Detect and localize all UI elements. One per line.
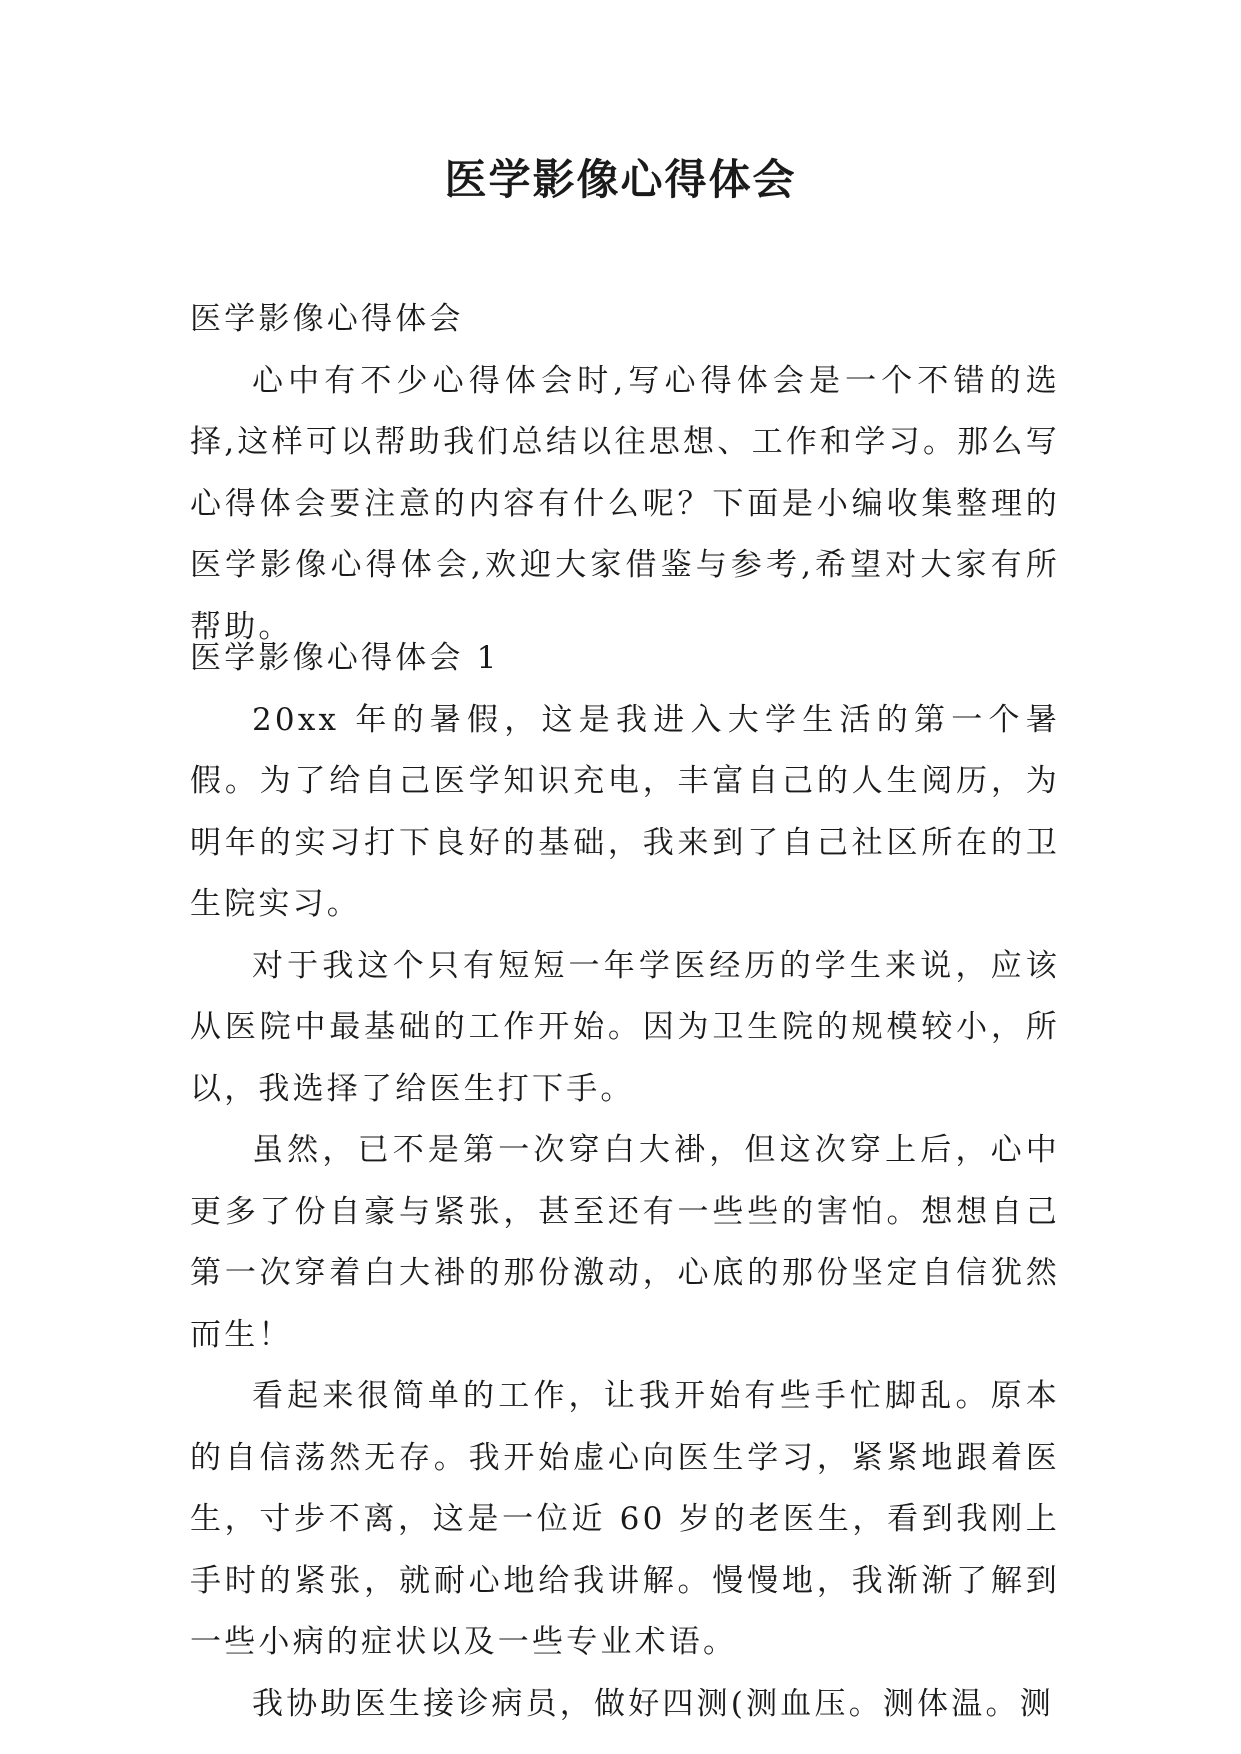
section-1-paragraph-2: 对于我这个只有短短一年学医经历的学生来说，应该从医院中最基础的工作开始。因为卫生院的规模较小，所以，我选择了给医生打下手。 (190, 947, 1060, 1107)
section-1-paragraph-4: 看起来很简单的工作，让我开始有些手忙脚乱。原本的自信荡然无存。我开始虚心向医生学习，紧紧地跟着医生，寸步不离，这是一位近 60 岁的老医生，看到我刚上手时的紧张，就耐心地给我讲解。慢慢地，我渐渐了解到一些小病的症状以及一些专业术语。 (190, 1378, 1060, 1660)
section-1-paragraph-1: 20xx 年的暑假，这是我进入大学生活的第一个暑假。为了给自己医学知识充电，丰富自己的人生阅历，为明年的实习打下良好的基础，我来到了自己社区所在的卫生院实习。 (190, 701, 1060, 922)
intro-heading: 医学影像心得体会 (190, 301, 464, 337)
section-1-paragraph-5: 我协助医生接诊病员，做好四测(测血压。测体温。测 (252, 1685, 1054, 1722)
document-title: 医学影像心得体会 (444, 155, 797, 204)
section-1 (190, 628, 1060, 1735)
intro-paragraph: 心中有不少心得体会时,写心得体会是一个不错的选择,这样可以帮助我们总结以往思想、工作和学习。那么写心得体会要注意的内容有什么呢？下面是小编收集整理的医学影像心得体会,欢迎大家借鉴与参考,希望对大家有所帮助。 (190, 362, 1060, 645)
intro-section (190, 289, 1060, 658)
section-1-heading: 医学影像心得体会 1 (190, 640, 500, 676)
section-1-paragraph-3: 虽然，已不是第一次穿白大褂，但这次穿上后，心中更多了份自豪与紧张，甚至还有一些些的害怕。想想自己第一次穿着白大褂的那份激动，心底的那份坚定自信犹然而生！ (190, 1132, 1060, 1353)
